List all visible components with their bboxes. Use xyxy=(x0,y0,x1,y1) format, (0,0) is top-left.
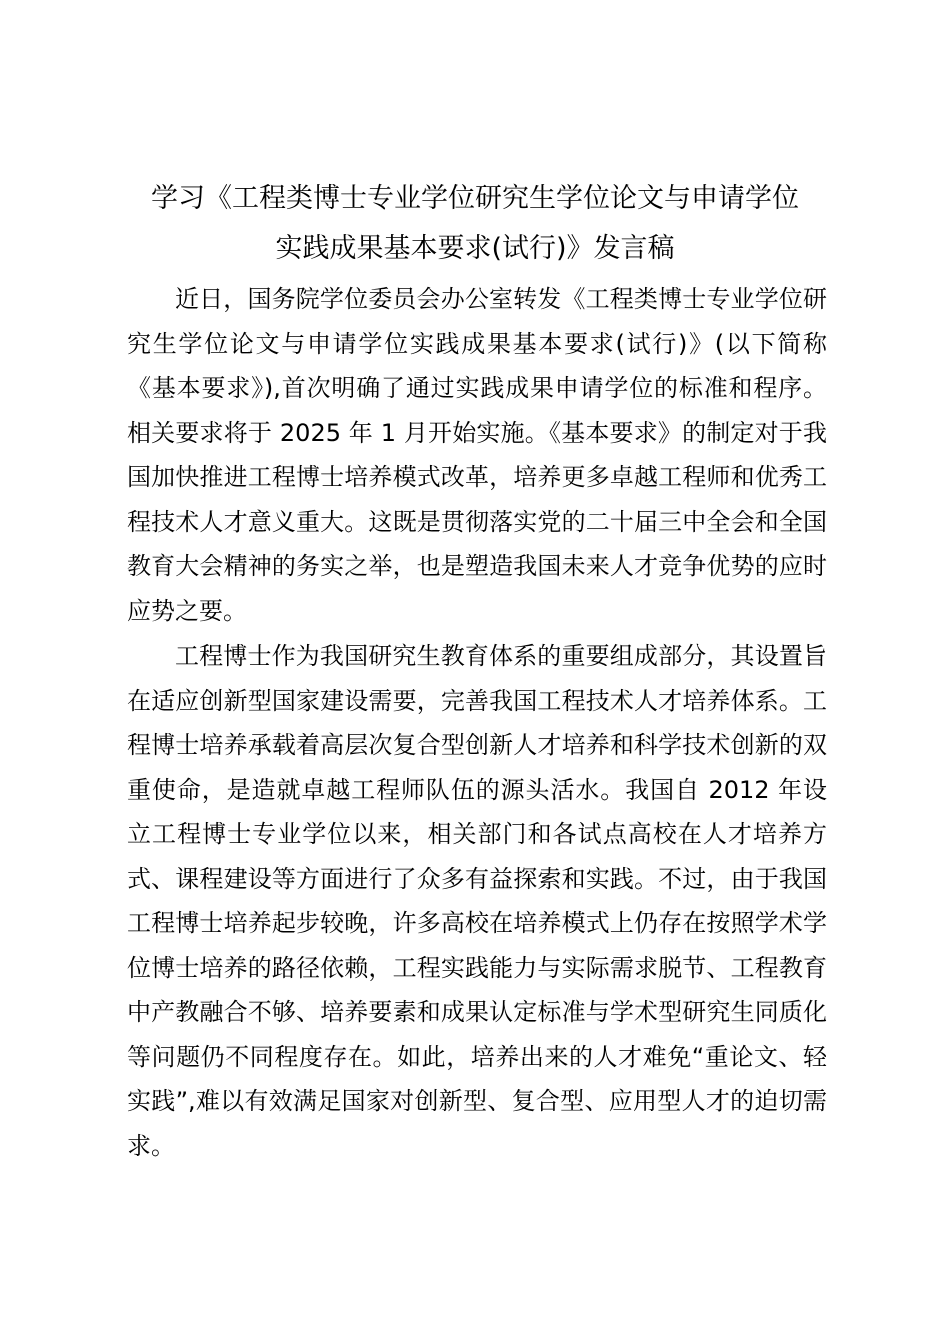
title-line-1: 学习《工程类博士专业学位研究生学位论文与申请学位 xyxy=(151,183,799,214)
paragraph-1: 近日，国务院学位委员会办公室转发《工程类博士专业学位研究生学位论文与申请学位实践成果基本要求(试行)》(以下简称《基本要求》),首次明确了通过实践成果申请学位的标准和程序。相关要求将于 2025 年 1 月开始实施。《基本要求》的制定对于我国加快推进工程博士培养模式改革，培养更多卓越工程师和优秀工程技术人才意义重大。这既是贯彻落实党的二十届三中全会和全国教育大会精神的务实之举，也是塑造我国未来人才竞争优势的应时应势之要。 xyxy=(127,285,827,625)
document-title xyxy=(120,174,830,274)
paragraph-2: 工程博士作为我国研究生教育体系的重要组成部分，其设置旨在适应创新型国家建设需要，完善我国工程技术人才培养体系。工程博士培养承载着高层次复合型创新人才培养和科学技术创新的双重使命，是造就卓越工程师队伍的源头活水。我国自 2012 年设立工程博士专业学位以来，相关部门和各试点高校在人才培养方式、课程建设等方面进行了众多有益探索和实践。不过，由于我国工程博士培养起步较晚，许多高校在培养模式上仍存在按照学术学位博士培养的路径依赖，工程实践能力与实际需求脱节、工程教育中产教融合不够、培养要素和成果认定标准与学术型研究生同质化等问题仍不同程度存在。如此，培养出来的人才难免“重论文、轻实践”,难以有效满足国家对创新型、复合型、应用型人才的迫切需求。 xyxy=(127,642,827,1160)
document-body xyxy=(127,277,827,1168)
title-line-2: 实践成果基本要求(试行)》发言稿 xyxy=(275,233,675,264)
